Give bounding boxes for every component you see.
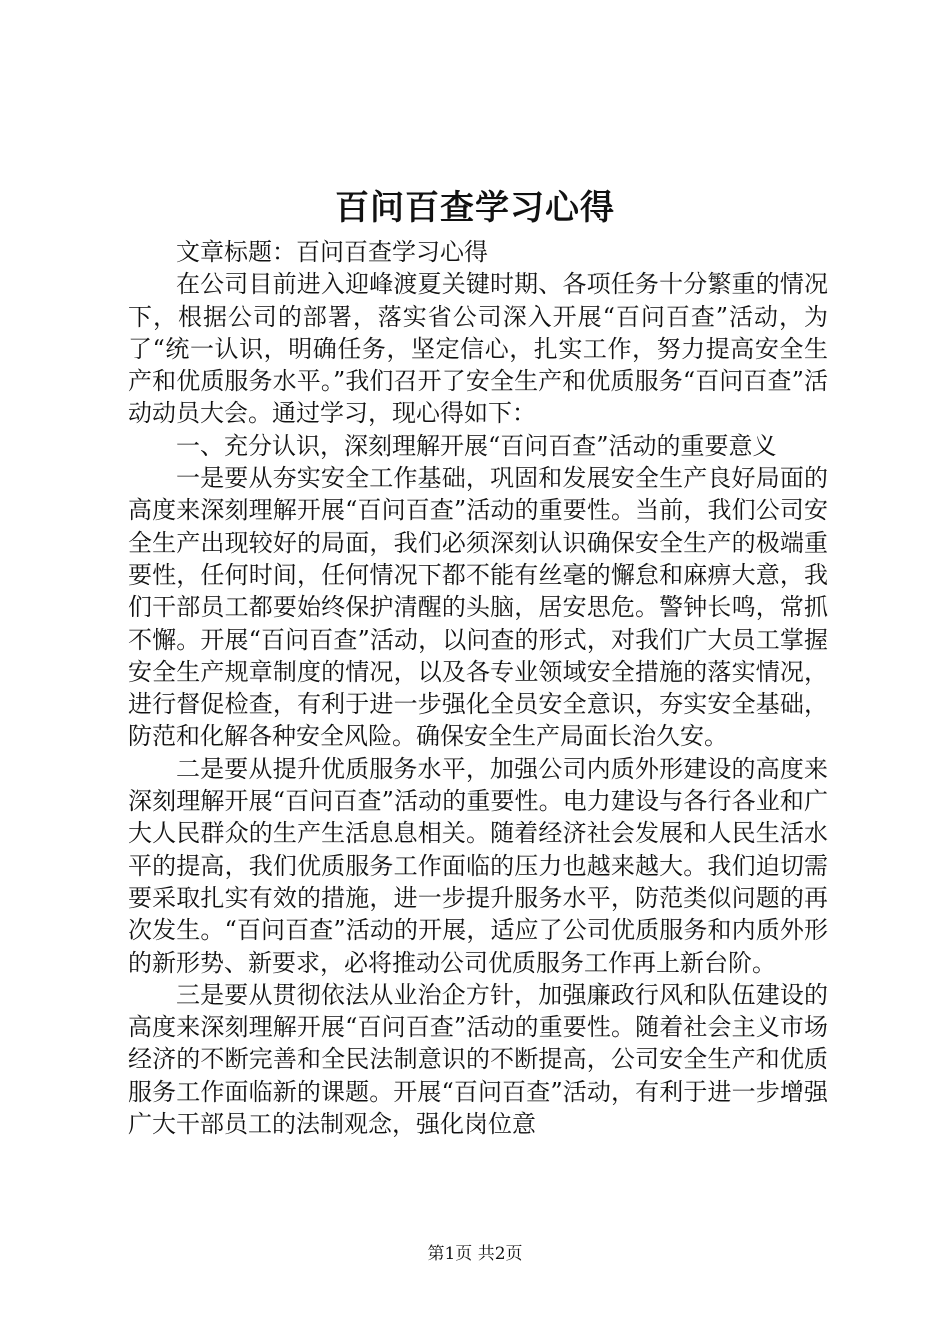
intro-paragraph: 在公司目前进入迎峰渡夏关键时期、各项任务十分繁重的情况下，根据公司的部署，落实省公司深入开展“百问百查”活动，为了“统一认识，明确任务，坚定信心，扎实工作，努力提高安全生产和优质服务水平。”我们召开了安全生产和优质服务“百问百查”活动动员大会。通过学习，现心得如下：: [128, 270, 828, 428]
body-paragraph: 二是要从提升优质服务水平，加强公司内质外形建设的高度来深刻理解开展“百问百查”活动的重要性。电力建设与各行各业和广大人民群众的生产生活息息相关。随着经济社会发展和人民生活水平的提高，我们优质服务工作面临的压力也越来越大。我们迫切需要采取扎实有效的措施，进一步提升服务水平，防范类似问题的再次发生。“百问百查”活动的开展，适应了公司优质服务和内质外形的新形势、新要求，必将推动公司优质服务工作再上新台阶。: [128, 754, 828, 977]
page-footer: 第1页 共2页: [427, 1244, 523, 1264]
body-paragraph: 一是要从夯实安全工作基础，巩固和发展安全生产良好局面的高度来深刻理解开展“百问百查”活动的重要性。当前，我们公司安全生产出现较好的局面，我们必须深刻认识确保安全生产的极端重要性，任何时间，任何情况下都不能有丝毫的懈怠和麻痹大意，我们干部员工都要始终保护清醒的头脑，居安思危。警钟长鸣，常抓不懈。开展“百问百查”活动，以问查的形式，对我们广大员工掌握安全生产规章制度的情况，以及各专业领域安全措施的落实情况，进行督促检查，有利于进一步强化全员安全意识，夯实安全基础，防范和化解各种安全风险。确保安全生产局面长治久安。: [128, 464, 828, 751]
document-title: 百问百查学习心得: [335, 188, 615, 228]
body-paragraph: 三是要从贯彻依法从业治企方针，加强廉政行风和队伍建设的高度来深刻理解开展“百问百查”活动的重要性。随着社会主义市场经济的不断完善和全民法制意识的不断提高，公司安全生产和优质服务工作面临新的课题。开展“百问百查”活动，有利于进一步增强广大干部员工的法制观念，强化岗位意: [128, 980, 828, 1139]
document-body: [128, 236, 828, 1140]
article-title-line: 文章标题：百问百查学习心得: [176, 238, 488, 266]
section-heading: 一、充分认识，深刻理解开展“百问百查”活动的重要意义: [176, 431, 777, 460]
